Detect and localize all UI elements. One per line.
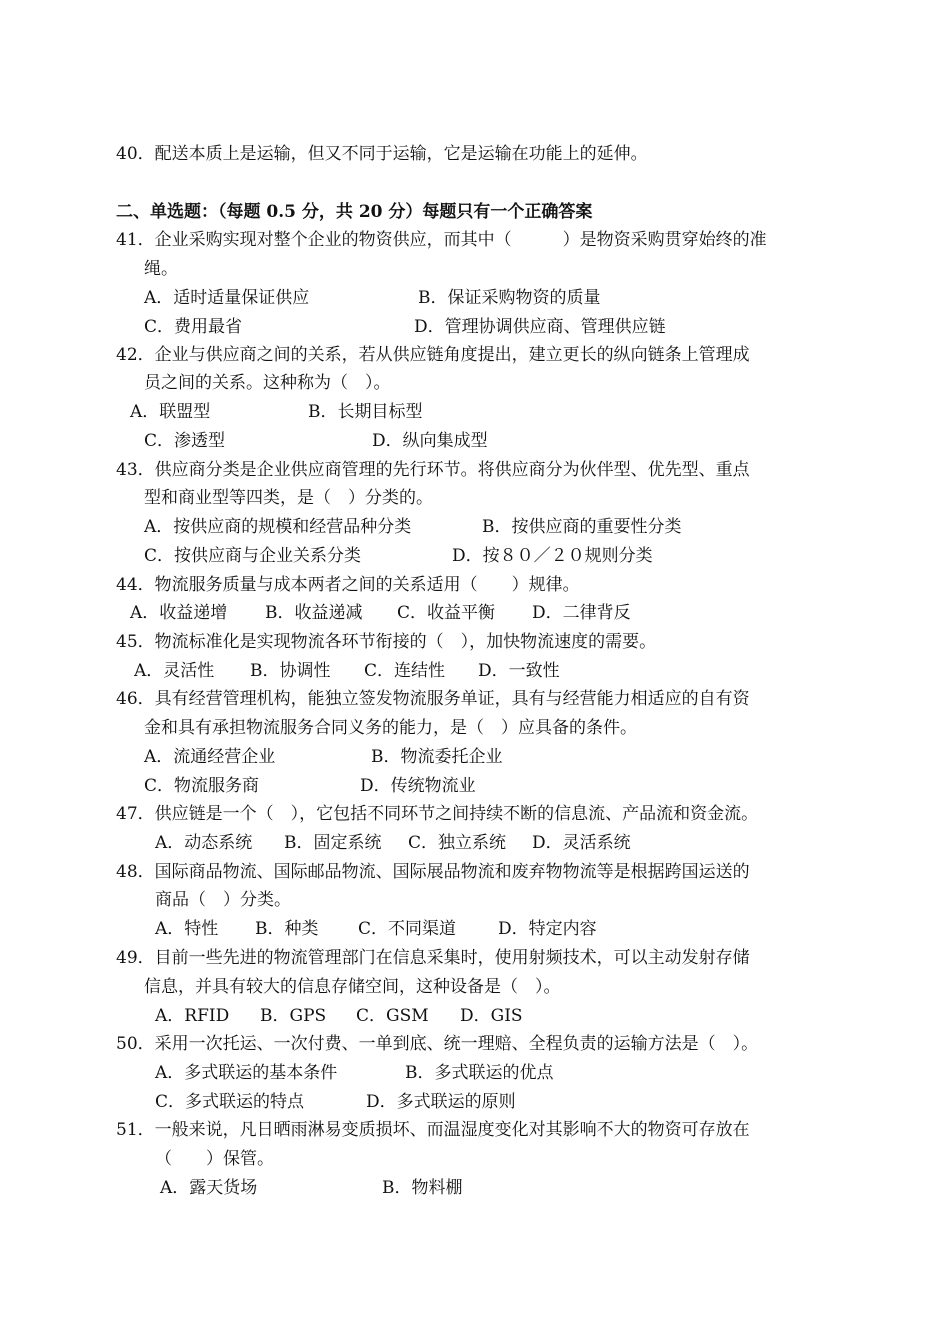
question-50-option-c: C．多式联运的特点	[155, 1092, 305, 1112]
question-48-option-a: A．特性	[155, 919, 219, 939]
question-42-stem: 42．企业与供应商之间的关系，若从供应链角度提出，建立更长的纵向链条上管理成	[116, 345, 750, 365]
question-48-option-d: D．特定内容	[498, 919, 597, 939]
question-43-stem-cont: 型和商业型等四类，是（ ）分类的。	[144, 488, 433, 508]
question-44-option-b: B．收益递减	[265, 603, 363, 623]
question-46-option-d: D．传统物流业	[360, 776, 476, 796]
question-50-option-d: D．多式联运的原则	[366, 1092, 516, 1112]
question-50-option-b: B．多式联运的优点	[405, 1063, 554, 1083]
question-51-stem-cont: （ ）保管。	[155, 1149, 274, 1169]
question-44-option-a: A．收益递增	[130, 603, 228, 623]
question-42-stem-cont: 员之间的关系。这种称为（ ）。	[144, 373, 391, 393]
question-41-option-a: A．适时适量保证供应	[144, 288, 310, 308]
question-42-option-c: C．渗透型	[144, 431, 226, 451]
question-44-stem: 44．物流服务质量与成本两者之间的关系适用（ ）规律。	[116, 575, 580, 595]
question-44-option-d: D．二律背反	[532, 603, 631, 623]
question-43-option-b: B．按供应商的重要性分类	[482, 517, 682, 537]
question-49-option-a: A．RFID	[155, 1006, 230, 1026]
question-41-option-d: D．管理协调供应商、管理供应链	[414, 317, 666, 337]
question-47-option-a: A．动态系统	[155, 833, 253, 853]
question-51-option-a: A．露天货场	[160, 1178, 258, 1198]
question-51-stem: 51．一般来说，凡日晒雨淋易变质损坏、而温湿度变化对其影响不大的物资可存放在	[116, 1120, 750, 1140]
question-42-option-a: A．联盟型	[130, 402, 211, 422]
question-46-option-b: B．物流委托企业	[371, 747, 503, 767]
question-50-stem: 50．采用一次托运、一次付费、一单到底、统一理赔、全程负责的运输方法是（ ）。	[116, 1034, 759, 1054]
question-47-option-c: C．独立系统	[408, 833, 507, 853]
question-42-option-d: D．纵向集成型	[372, 431, 488, 451]
question-45-option-c: C．连结性	[364, 661, 446, 681]
question-42-option-b: B．长期目标型	[308, 402, 423, 422]
question-46-option-c: C．物流服务商	[144, 776, 260, 796]
question-41-stem-cont: 绳。	[144, 259, 178, 279]
section-heading: 二、单选题：（每题 0.5 分，共 20 分）每题只有一个正确答案	[116, 202, 593, 222]
question-40: 40．配送本质上是运输，但又不同于运输，它是运输在功能上的延伸。	[116, 144, 648, 164]
question-41-option-b: B．保证采购物资的质量	[418, 288, 601, 308]
question-46-stem: 46．具有经营管理机构，能独立签发物流服务单证，具有与经营能力相适应的自有资	[116, 689, 750, 709]
question-49-option-b: B．GPS	[260, 1006, 327, 1026]
question-51-option-b: B．物料棚	[382, 1178, 463, 1198]
question-45-stem: 45．物流标准化是实现物流各环节衔接的（ ），加快物流速度的需要。	[116, 632, 657, 652]
question-50-option-a: A．多式联运的基本条件	[155, 1063, 338, 1083]
question-47-stem: 47．供应链是一个（ ），它包括不同环节之间持续不断的信息流、产品流和资金流。	[116, 804, 759, 824]
question-46-stem-cont: 金和具有承担物流服务合同义务的能力，是（ ）应具备的条件。	[144, 718, 637, 738]
question-48-option-c: C．不同渠道	[358, 919, 457, 939]
question-45-option-b: B．协调性	[250, 661, 331, 681]
question-47-option-b: B．固定系统	[284, 833, 382, 853]
question-49-option-c: C．GSM	[356, 1006, 429, 1026]
question-43-option-a: A．按供应商的规模和经营品种分类	[144, 517, 412, 537]
question-43-option-c: C．按供应商与企业关系分类	[144, 546, 362, 566]
question-41-option-c: C．费用最省	[144, 317, 243, 337]
question-49-stem-cont: 信息，并具有较大的信息存储空间，这种设备是（ ）。	[144, 977, 561, 997]
question-48-option-b: B．种类	[255, 919, 319, 939]
question-44-option-c: C．收益平衡	[397, 603, 496, 623]
question-43-stem: 43．供应商分类是企业供应商管理的先行环节。将供应商分为伙伴型、优先型、重点	[116, 460, 750, 480]
question-49-stem: 49．目前一些先进的物流管理部门在信息采集时，使用射频技术，可以主动发射存储	[116, 948, 750, 968]
question-46-option-a: A．流通经营企业	[144, 747, 276, 767]
question-48-stem: 48．国际商品物流、国际邮品物流、国际展品物流和废弃物物流等是根据跨国运送的	[116, 862, 750, 882]
question-49-option-d: D．GIS	[460, 1006, 523, 1026]
question-45-option-a: A．灵活性	[134, 661, 215, 681]
question-47-option-d: D．灵活系统	[532, 833, 631, 853]
question-48-stem-cont: 商品（ ）分类。	[155, 890, 291, 910]
question-45-option-d: D．一致性	[478, 661, 560, 681]
question-43-option-d: D．按８０／２０规则分类	[452, 546, 653, 566]
question-41-stem: 41．企业采购实现对整个企业的物资供应，而其中（ ）是物资采购贯穿始终的准	[116, 230, 767, 250]
